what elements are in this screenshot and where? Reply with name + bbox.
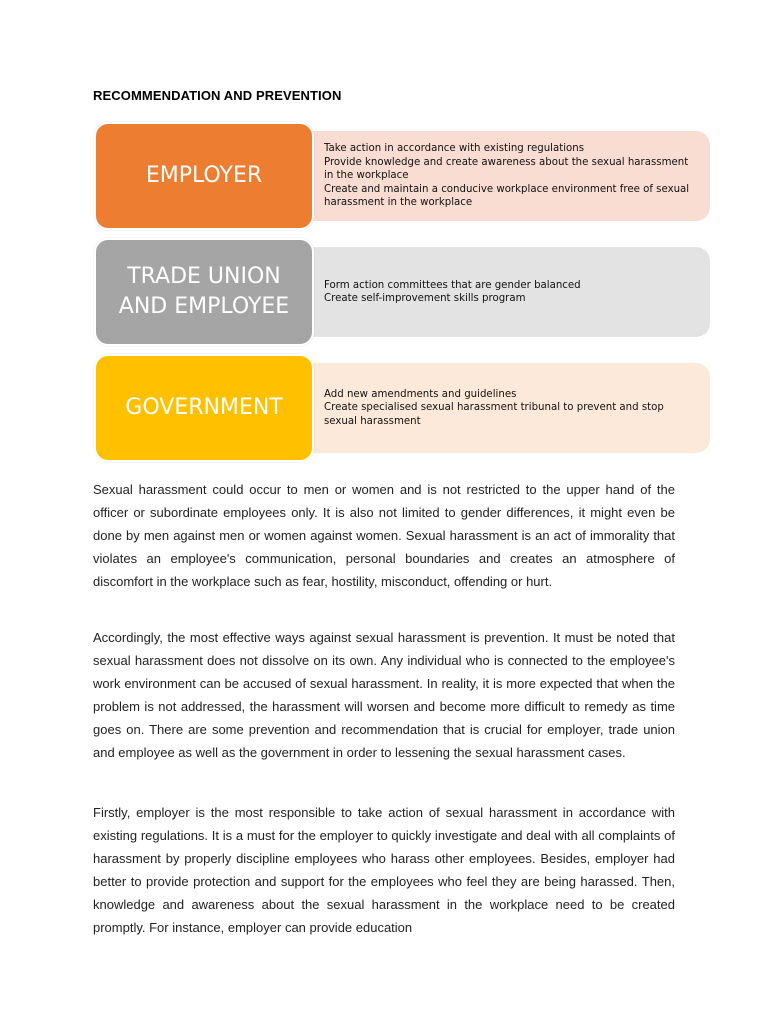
stakeholder-row-employer xyxy=(94,122,710,230)
trade-union-label-line-1: TRADE UNION xyxy=(127,264,281,289)
government-recommendation-list xyxy=(324,388,696,429)
employer-detail-box xyxy=(300,131,710,221)
body-paragraph-3: Firstly, employer is the most responsible to take action of sexual harassment in accordance with existing regulations. It is a must for the employer to quickly investigate and deal with all complaints of harassment by properly discipline employees who harass other employees. Besides, employer had better to provide protection and support for the employees who feel they are being harassed. Then, knowledge and awareness about the sexual harassment in the workplace need to be created promptly. For instance, employer can provide education xyxy=(93,805,675,935)
government-detail-box xyxy=(300,363,710,453)
list-item: Create specialised sexual harassment tribunal to prevent and stop sexual harassment xyxy=(324,402,664,427)
trade-union-detail-box xyxy=(300,247,710,337)
list-item: Create self-improvement skills program xyxy=(324,293,526,304)
body-paragraph-1: Sexual harassment could occur to men or women and is not restricted to the upper hand of the officer or subordinate employees only. It is also not limited to gender differences, it might even be done by men against men or women against women. Sexual harassment is an act of immorality that violates an employee's communication, personal boundaries and creates an atmosphere of discomfort in the workplace such as fear, hostility, misconduct, offending or hurt. xyxy=(93,482,675,589)
page-title: RECOMMENDATION AND PREVENTION xyxy=(93,88,342,103)
trade-union-recommendation-list xyxy=(324,279,581,306)
government-label: GOVERNMENT xyxy=(125,395,283,420)
government-label-box xyxy=(94,354,314,462)
list-item: Take action in accordance with existing regulations xyxy=(324,143,585,155)
list-item: Form action committees that are gender balanced xyxy=(324,279,581,291)
employer-label-box xyxy=(94,122,314,230)
trade-union-label-box xyxy=(94,238,314,346)
stakeholder-row-trade-union xyxy=(94,238,710,346)
stakeholder-row-government xyxy=(94,354,710,462)
list-item: Provide knowledge and create awareness about the sexual harassment in the workplace xyxy=(324,156,689,182)
body-paragraph-2: Accordingly, the most effective ways against sexual harassment is prevention. It must be noted that sexual harassment does not dissolve on its own. Any individual who is connected to the employee's work environment can be accused of sexual harassment. In reality, it is more expected that when the problem is not addressed, the harassment will worsen and become more difficult to remedy as time goes on. There are some prevention and recommendation that is crucial for employer, trade union and employee as well as the government in order to lessening the sexual harassment cases. xyxy=(93,630,675,760)
trade-union-label-line-2: AND EMPLOYEE xyxy=(118,294,290,319)
employer-recommendation-list xyxy=(324,142,696,210)
employer-label: EMPLOYER xyxy=(145,163,263,188)
list-item: Create and maintain a conducive workplace environment free of sexual harassment in the workplace xyxy=(324,183,690,209)
list-item: Add new amendments and guidelines xyxy=(324,388,517,400)
